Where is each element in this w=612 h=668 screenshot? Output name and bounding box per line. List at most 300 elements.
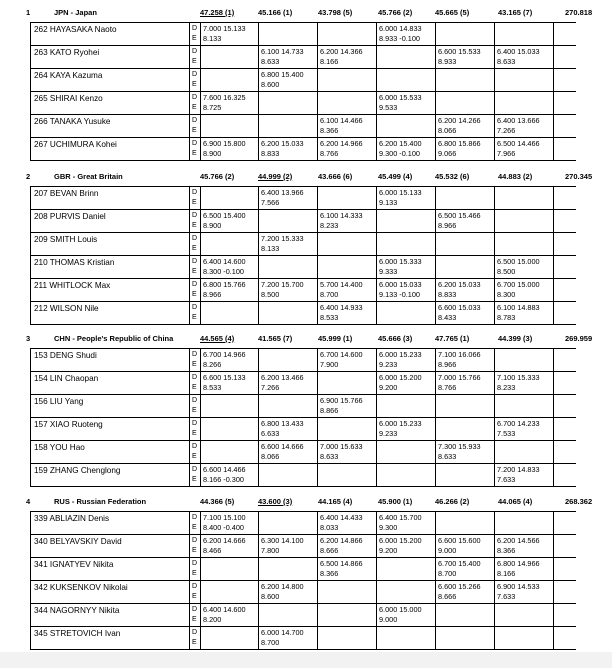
score-line (497, 103, 553, 113)
athlete-row (30, 512, 576, 535)
score-line (261, 221, 317, 231)
score-cell (318, 558, 377, 580)
team-total: 270.345 (565, 172, 593, 181)
score-line: 6.400 14.433 (320, 513, 363, 522)
score-type-label: E (192, 475, 197, 483)
score-line: 6.600 15.600 (438, 536, 481, 545)
score-line (438, 406, 494, 416)
score-line: 6.000 15.133 (379, 188, 422, 197)
score-line (203, 638, 258, 648)
score-type-label: E (192, 126, 197, 134)
score-line: 8.783 (497, 312, 516, 322)
score-cell (318, 535, 377, 557)
score-cell (200, 23, 259, 45)
score-line: 7.900 (320, 359, 339, 369)
score-cell (200, 46, 259, 68)
team-total: 270.818 (565, 8, 593, 17)
score-cell (495, 46, 554, 68)
score-line (203, 303, 258, 313)
athlete-name: 212 WILSON Nile (30, 302, 190, 324)
score-line (379, 211, 435, 221)
score-type-label: D (192, 583, 198, 590)
athlete-name: 264 KAYA Kazuma (30, 69, 190, 91)
de-labels (192, 211, 200, 230)
score-line (497, 638, 553, 648)
score-line: 8.700 (438, 568, 457, 578)
score-cell (495, 23, 554, 45)
score-line (320, 257, 376, 267)
apparatus-total: 44.883 (2) (498, 172, 533, 181)
score-cell (495, 233, 554, 255)
team-country: JPN - Japan (54, 8, 97, 17)
score-cell (259, 464, 318, 486)
score-line (320, 80, 376, 90)
score-type-label: D (192, 212, 198, 219)
score-cell (377, 581, 436, 603)
score-line: 6.700 14.233 (497, 419, 540, 428)
score-cell (318, 464, 377, 486)
score-type-label: D (192, 606, 198, 613)
score-type-label: E (192, 383, 197, 391)
team-country: CHN - People's Republic of China (54, 334, 174, 343)
score-line (261, 523, 317, 533)
score-line: 6.700 15.400 (438, 559, 481, 568)
score-type-label: D (192, 94, 198, 101)
athlete-row (30, 464, 576, 487)
score-line: 6.000 15.200 (379, 536, 422, 545)
score-line (438, 638, 494, 648)
score-line (320, 267, 376, 277)
score-cell (436, 581, 495, 603)
score-line: 8.633 (261, 56, 280, 66)
score-line (438, 419, 494, 429)
score-line (438, 605, 494, 615)
score-line (320, 429, 376, 439)
score-line (203, 406, 258, 416)
athlete-table (30, 511, 576, 650)
de-labels (192, 465, 200, 484)
score-line (379, 313, 435, 323)
score-line: 8.833 (438, 289, 457, 299)
score-line (497, 615, 553, 625)
athlete-name: 157 XIAO Ruoteng (30, 418, 190, 440)
score-line (261, 406, 317, 416)
athlete-name: 266 TANAKA Yusuke (30, 115, 190, 137)
score-line: 8.833 (261, 148, 280, 158)
score-line: 6.900 14.533 (497, 582, 540, 591)
score-cell (377, 535, 436, 557)
score-line: 9.133 (379, 197, 398, 207)
athlete-row (30, 279, 576, 302)
score-line (497, 80, 553, 90)
score-line: 6.200 14.800 (261, 582, 304, 591)
score-cell (259, 535, 318, 557)
score-line: 8.033 (320, 522, 339, 532)
apparatus-total: 43.798 (5) (318, 8, 353, 17)
score-line: 9.200 (379, 545, 398, 555)
score-cell (436, 464, 495, 486)
score-cell (436, 115, 495, 137)
score-line: 6.600 15.266 (438, 582, 481, 591)
score-line: 6.000 15.033 (379, 280, 422, 289)
score-cell (318, 210, 377, 232)
score-line: 6.000 15.233 (379, 419, 422, 428)
score-line (320, 70, 376, 80)
score-line (203, 429, 258, 439)
score-line (320, 383, 376, 393)
score-line (497, 34, 553, 44)
score-cell (436, 395, 495, 417)
score-line: 6.000 15.533 (379, 93, 422, 102)
score-line (497, 70, 553, 80)
athlete-name: 211 WHITLOCK Max (30, 279, 190, 301)
score-cell (377, 558, 436, 580)
score-type-label: E (192, 244, 197, 252)
score-type-label: E (192, 360, 197, 368)
score-type-label: E (192, 313, 197, 321)
score-cell (377, 69, 436, 91)
score-line (320, 103, 376, 113)
athlete-name: 345 STRETOVICH Ivan (30, 627, 190, 649)
score-line: 6.700 14.600 (320, 350, 363, 359)
score-cell (318, 395, 377, 417)
score-line: 7.100 15.333 (497, 373, 540, 382)
de-labels (192, 24, 200, 43)
athlete-name: 154 LIN Chaopan (30, 372, 190, 394)
score-line (497, 442, 553, 452)
score-cell (377, 23, 436, 45)
score-cell (436, 418, 495, 440)
score-cell (495, 464, 554, 486)
apparatus-total: 47.258 (1) (200, 8, 235, 17)
score-type-label: E (192, 290, 197, 298)
score-line: 8.666 (438, 591, 457, 601)
athlete-name: 342 KUKSENKOV Nikolai (30, 581, 190, 603)
athlete-row (30, 92, 576, 115)
score-cell (200, 558, 259, 580)
athlete-row (30, 418, 576, 441)
score-cell (259, 349, 318, 371)
score-cell (259, 46, 318, 68)
score-line: 7.633 (497, 474, 516, 484)
score-line (261, 513, 317, 523)
score-cell (436, 210, 495, 232)
score-line: 8.200 (203, 614, 222, 624)
score-line: 6.500 14.466 (497, 139, 540, 148)
score-line: 8.300 -0.100 (203, 266, 244, 276)
score-line (438, 80, 494, 90)
score-line: 6.200 14.366 (320, 47, 363, 56)
team-header (0, 8, 612, 20)
score-line (379, 234, 435, 244)
score-cell (377, 349, 436, 371)
score-cell (259, 69, 318, 91)
apparatus-total: 44.999 (2) (258, 172, 293, 181)
score-line (438, 93, 494, 103)
score-line: 7.266 (497, 125, 516, 135)
score-line: 8.166 (320, 56, 339, 66)
score-line: 8.066 (438, 125, 457, 135)
score-line: 9.000 (379, 614, 398, 624)
score-line: 8.700 (261, 637, 280, 647)
de-labels (192, 188, 200, 207)
athlete-name: 156 LIU Yang (30, 395, 190, 417)
score-cell (259, 441, 318, 463)
score-line (438, 513, 494, 523)
score-cell (495, 256, 554, 278)
apparatus-total: 45.766 (2) (200, 172, 235, 181)
score-line: 8.500 (261, 289, 280, 299)
score-line: 6.600 14.666 (261, 442, 304, 451)
apparatus-total: 46.266 (2) (435, 497, 470, 506)
score-line (438, 234, 494, 244)
apparatus-total: 45.166 (1) (258, 8, 293, 17)
score-cell (200, 372, 259, 394)
score-cell (436, 256, 495, 278)
score-type-label: D (192, 466, 198, 473)
score-cell (200, 256, 259, 278)
apparatus-total: 41.565 (7) (258, 334, 293, 343)
score-cell (436, 46, 495, 68)
de-labels (192, 257, 200, 276)
de-labels (192, 513, 200, 532)
score-cell (377, 418, 436, 440)
score-cell (259, 138, 318, 160)
score-line: 6.700 14.966 (203, 350, 246, 359)
score-type-label: D (192, 258, 198, 265)
score-cell (495, 279, 554, 301)
score-cell (318, 187, 377, 209)
score-line: 6.100 14.883 (497, 303, 540, 312)
score-line: 9.233 (379, 428, 398, 438)
athlete-row (30, 138, 576, 161)
score-line: 6.200 15.400 (379, 139, 422, 148)
score-cell (200, 279, 259, 301)
score-line (320, 475, 376, 485)
score-line: 6.800 15.866 (438, 139, 481, 148)
athlete-name: 339 ABLIAZIN Denis (30, 512, 190, 534)
score-line (379, 442, 435, 452)
score-cell (259, 92, 318, 114)
score-cell (377, 441, 436, 463)
score-line (438, 257, 494, 267)
score-line (261, 267, 317, 277)
score-cell (377, 233, 436, 255)
score-cell (377, 187, 436, 209)
score-cell (436, 233, 495, 255)
team-rank: 4 (26, 497, 31, 506)
score-line (379, 57, 435, 67)
score-cell (436, 441, 495, 463)
athlete-row (30, 210, 576, 233)
score-line (203, 198, 258, 208)
score-line: 6.600 15.533 (438, 47, 481, 56)
de-labels (192, 442, 200, 461)
score-line (379, 628, 435, 638)
score-type-label: D (192, 351, 198, 358)
athlete-name: 153 DENG Shudi (30, 349, 190, 371)
athlete-name: 207 BEVAN Brinn (30, 187, 190, 209)
apparatus-total: 45.499 (4) (378, 172, 413, 181)
score-cell (436, 187, 495, 209)
score-line: 8.933 -0.100 (379, 33, 420, 43)
score-cell (318, 512, 377, 534)
score-line: 8.900 (203, 148, 222, 158)
score-line (438, 429, 494, 439)
apparatus-total: 44.065 (4) (498, 497, 533, 506)
score-type-label: D (192, 117, 198, 124)
score-line: 8.666 (320, 545, 339, 555)
score-line (261, 569, 317, 579)
score-line: 7.800 (261, 545, 280, 555)
score-cell (495, 92, 554, 114)
score-line: 8.300 (497, 289, 516, 299)
score-cell (259, 210, 318, 232)
score-cell (377, 302, 436, 324)
score-type-label: D (192, 189, 198, 196)
athlete-row (30, 233, 576, 256)
score-cell (318, 256, 377, 278)
team-country: GBR - Great Britain (54, 172, 123, 181)
athlete-name: 267 UCHIMURA Kohei (30, 138, 190, 160)
score-type-label: D (192, 304, 198, 311)
score-cell (377, 627, 436, 649)
score-type-label: D (192, 71, 198, 78)
score-line: 8.433 (438, 312, 457, 322)
score-line (438, 188, 494, 198)
score-type-label: D (192, 25, 198, 32)
score-line: 7.200 15.700 (261, 280, 304, 289)
score-line (320, 373, 376, 383)
score-type-label: D (192, 537, 198, 544)
score-cell (318, 581, 377, 603)
score-line (320, 419, 376, 429)
score-line: 6.600 15.033 (438, 303, 481, 312)
score-line: 6.000 15.000 (379, 605, 422, 614)
score-cell (200, 464, 259, 486)
score-line (379, 559, 435, 569)
score-line (320, 93, 376, 103)
score-type-label: D (192, 560, 198, 567)
score-cell (200, 349, 259, 371)
score-cell (436, 535, 495, 557)
score-cell (259, 558, 318, 580)
score-cell (200, 627, 259, 649)
score-cell (200, 187, 259, 209)
score-type-label: D (192, 140, 198, 147)
score-line: 6.200 15.033 (261, 139, 304, 148)
score-line: 6.500 15.000 (497, 257, 540, 266)
score-cell (495, 395, 554, 417)
score-cell (318, 349, 377, 371)
score-cell (200, 302, 259, 324)
score-cell (495, 349, 554, 371)
score-line (438, 198, 494, 208)
de-labels (192, 396, 200, 415)
score-line (379, 638, 435, 648)
score-line (379, 80, 435, 90)
score-cell (200, 115, 259, 137)
score-line: 8.266 (203, 359, 222, 369)
score-cell (436, 138, 495, 160)
score-line (203, 569, 258, 579)
score-line: 6.200 15.033 (438, 280, 481, 289)
score-line (203, 126, 258, 136)
score-line (261, 24, 317, 34)
score-line: 7.000 15.633 (320, 442, 363, 451)
score-line: 6.100 14.333 (320, 211, 363, 220)
apparatus-total: 43.666 (6) (318, 172, 353, 181)
score-cell (377, 46, 436, 68)
score-line: 9.000 (438, 545, 457, 555)
score-cell (495, 604, 554, 626)
athlete-name: 265 SHIRAI Kenzo (30, 92, 190, 114)
score-line (261, 396, 317, 406)
score-type-label: E (192, 569, 197, 577)
score-type-label: E (192, 452, 197, 460)
athlete-row (30, 581, 576, 604)
score-cell (377, 210, 436, 232)
score-cell (377, 372, 436, 394)
score-line (203, 396, 258, 406)
de-labels (192, 116, 200, 135)
score-line (261, 257, 317, 267)
score-cell (318, 23, 377, 45)
score-type-label: E (192, 592, 197, 600)
score-line (497, 452, 553, 462)
score-cell (318, 604, 377, 626)
athlete-table (30, 186, 576, 325)
score-line: 6.800 14.966 (497, 559, 540, 568)
score-line (497, 360, 553, 370)
score-cell (318, 279, 377, 301)
score-line (497, 24, 553, 34)
score-line: 7.000 15.133 (203, 24, 246, 33)
score-line: 9.300 -0.100 (379, 148, 420, 158)
score-line: 8.600 (261, 79, 280, 89)
score-line: 7.100 15.100 (203, 513, 246, 522)
score-line: 7.966 (497, 148, 516, 158)
score-cell (200, 581, 259, 603)
score-line (203, 313, 258, 323)
de-labels (192, 139, 200, 158)
score-line (261, 559, 317, 569)
score-cell (436, 302, 495, 324)
athlete-row (30, 69, 576, 92)
score-line: 8.500 (497, 266, 516, 276)
score-line: 7.100 16.066 (438, 350, 481, 359)
athlete-name: 159 ZHANG Chenglong (30, 464, 190, 486)
score-line (497, 234, 553, 244)
score-line: 8.966 (438, 220, 457, 230)
score-line (320, 628, 376, 638)
athlete-row (30, 187, 576, 210)
score-line: 7.266 (261, 382, 280, 392)
score-cell (495, 627, 554, 649)
score-line: 6.400 13.966 (261, 188, 304, 197)
score-cell (200, 535, 259, 557)
score-line (320, 234, 376, 244)
score-line: 8.366 (320, 125, 339, 135)
score-line (320, 615, 376, 625)
score-line (497, 198, 553, 208)
score-type-label: D (192, 235, 198, 242)
score-line: 8.466 (203, 545, 222, 555)
score-line (438, 267, 494, 277)
score-type-label: E (192, 615, 197, 623)
score-cell (318, 115, 377, 137)
apparatus-total: 45.766 (2) (378, 8, 413, 17)
